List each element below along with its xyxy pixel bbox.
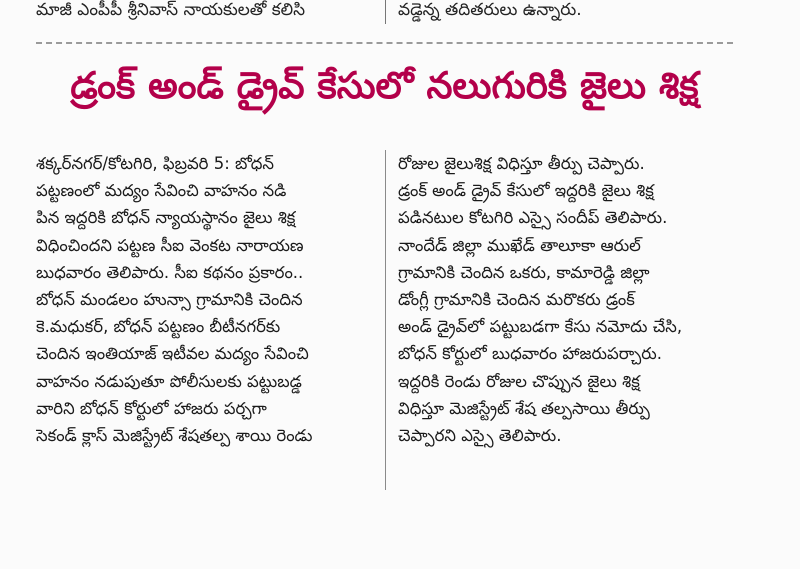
article-line: పడినటుల కోటగిరి ఎస్సై సందీప్ తెలిపారు.: [398, 208, 668, 228]
article-line: వారిని బోధన్ కోర్టులో హాజరు పర్చగా: [36, 398, 267, 418]
article-line: కె.మధుకర్, బోధన్ పట్టణం బీటీనగర్‌కు: [36, 317, 281, 337]
article-column-divider: [385, 150, 386, 490]
article-line: శక్కర్‌నగర్/కోటగిరి, ఫిబ్రవరి 5: బోధన్: [36, 154, 274, 173]
article-line: బోధన్ కోర్టులో బుధవారం హాజరుపర్చారు.: [398, 344, 662, 364]
article-line: పట్టణంలో మద్యం సేవించి వాహనం నడి: [36, 181, 287, 201]
previous-story-left-tail: మాజీ ఎంపీపీ శ్రీనివాస్ నాయకులతో కలిసి: [36, 0, 306, 20]
previous-story-right-tail: వడ్డెన్న తదితరులు ఉన్నారు.: [398, 0, 582, 20]
article-column-left: [36, 150, 376, 449]
article-column-right: [398, 150, 728, 449]
article-headline: డ్రంక్ అండ్ డ్రైవ్ కేసులో నలుగురికి జైలు శిక్ష: [70, 64, 699, 107]
article-line: విధించిందని పట్టణ సీఐ వెంకట నారాయణ: [36, 235, 304, 255]
article-line: నాందేడ్ జిల్లా ముఖేడ్ తాలూకా ఆరుల్: [398, 235, 641, 255]
article-line: ఇద్దరికి రెండు రోజుల చొప్పున జైలు శిక్ష: [398, 371, 640, 391]
article-line: బుధవారం తెలిపారు. సీఐ కథనం ప్రకారం..: [36, 262, 304, 282]
story-separator: [36, 42, 733, 44]
article-line: వాహనం నడుపుతూ పోలీసులకు పట్టుబడ్డ: [36, 371, 302, 391]
article-line: అండ్ డ్రైవ్‌లో పట్టుబడగా కేసు నమోదు చేసి,: [398, 317, 683, 337]
article-line: రోజుల జైలుశిక్ష విధిస్తూ తీర్పు చెప్పారు.: [398, 154, 645, 173]
article-line: డోంగ్లీ గ్రామానికి చెందిన మరొకరు డ్రంక్: [398, 290, 635, 310]
article-line: గ్రామానికి చెందిన ఒకరు, కామారెడ్డి జిల్లా: [398, 262, 650, 282]
article-line: డ్రంక్ అండ్ డ్రైవ్ కేసులో ఇద్దరికి జైలు శిక్ష: [398, 181, 654, 201]
article-line: సెకండ్ క్లాస్ మెజిస్ట్రేట్ శేషతల్ప శాయి రెండు: [36, 426, 313, 446]
article-line: చెప్పారని ఎస్సై తెలిపారు.: [398, 426, 562, 446]
previous-story-column-divider: [385, 0, 386, 24]
article-line: బోధన్ మండలం హున్సా గ్రామానికి చెందిన: [36, 290, 303, 310]
article-line: పిన ఇద్దరికి బోధన్ న్యాయస్థానం జైలు శిక్ష: [36, 208, 296, 228]
article-line: విధిస్తూ మెజిస్ట్రేట్ శేష తల్పసాయి తీర్పు: [398, 398, 650, 418]
article-line: చెందిన ఇంతియాజ్ ఇటీవల మద్యం సేవించి: [36, 344, 309, 364]
